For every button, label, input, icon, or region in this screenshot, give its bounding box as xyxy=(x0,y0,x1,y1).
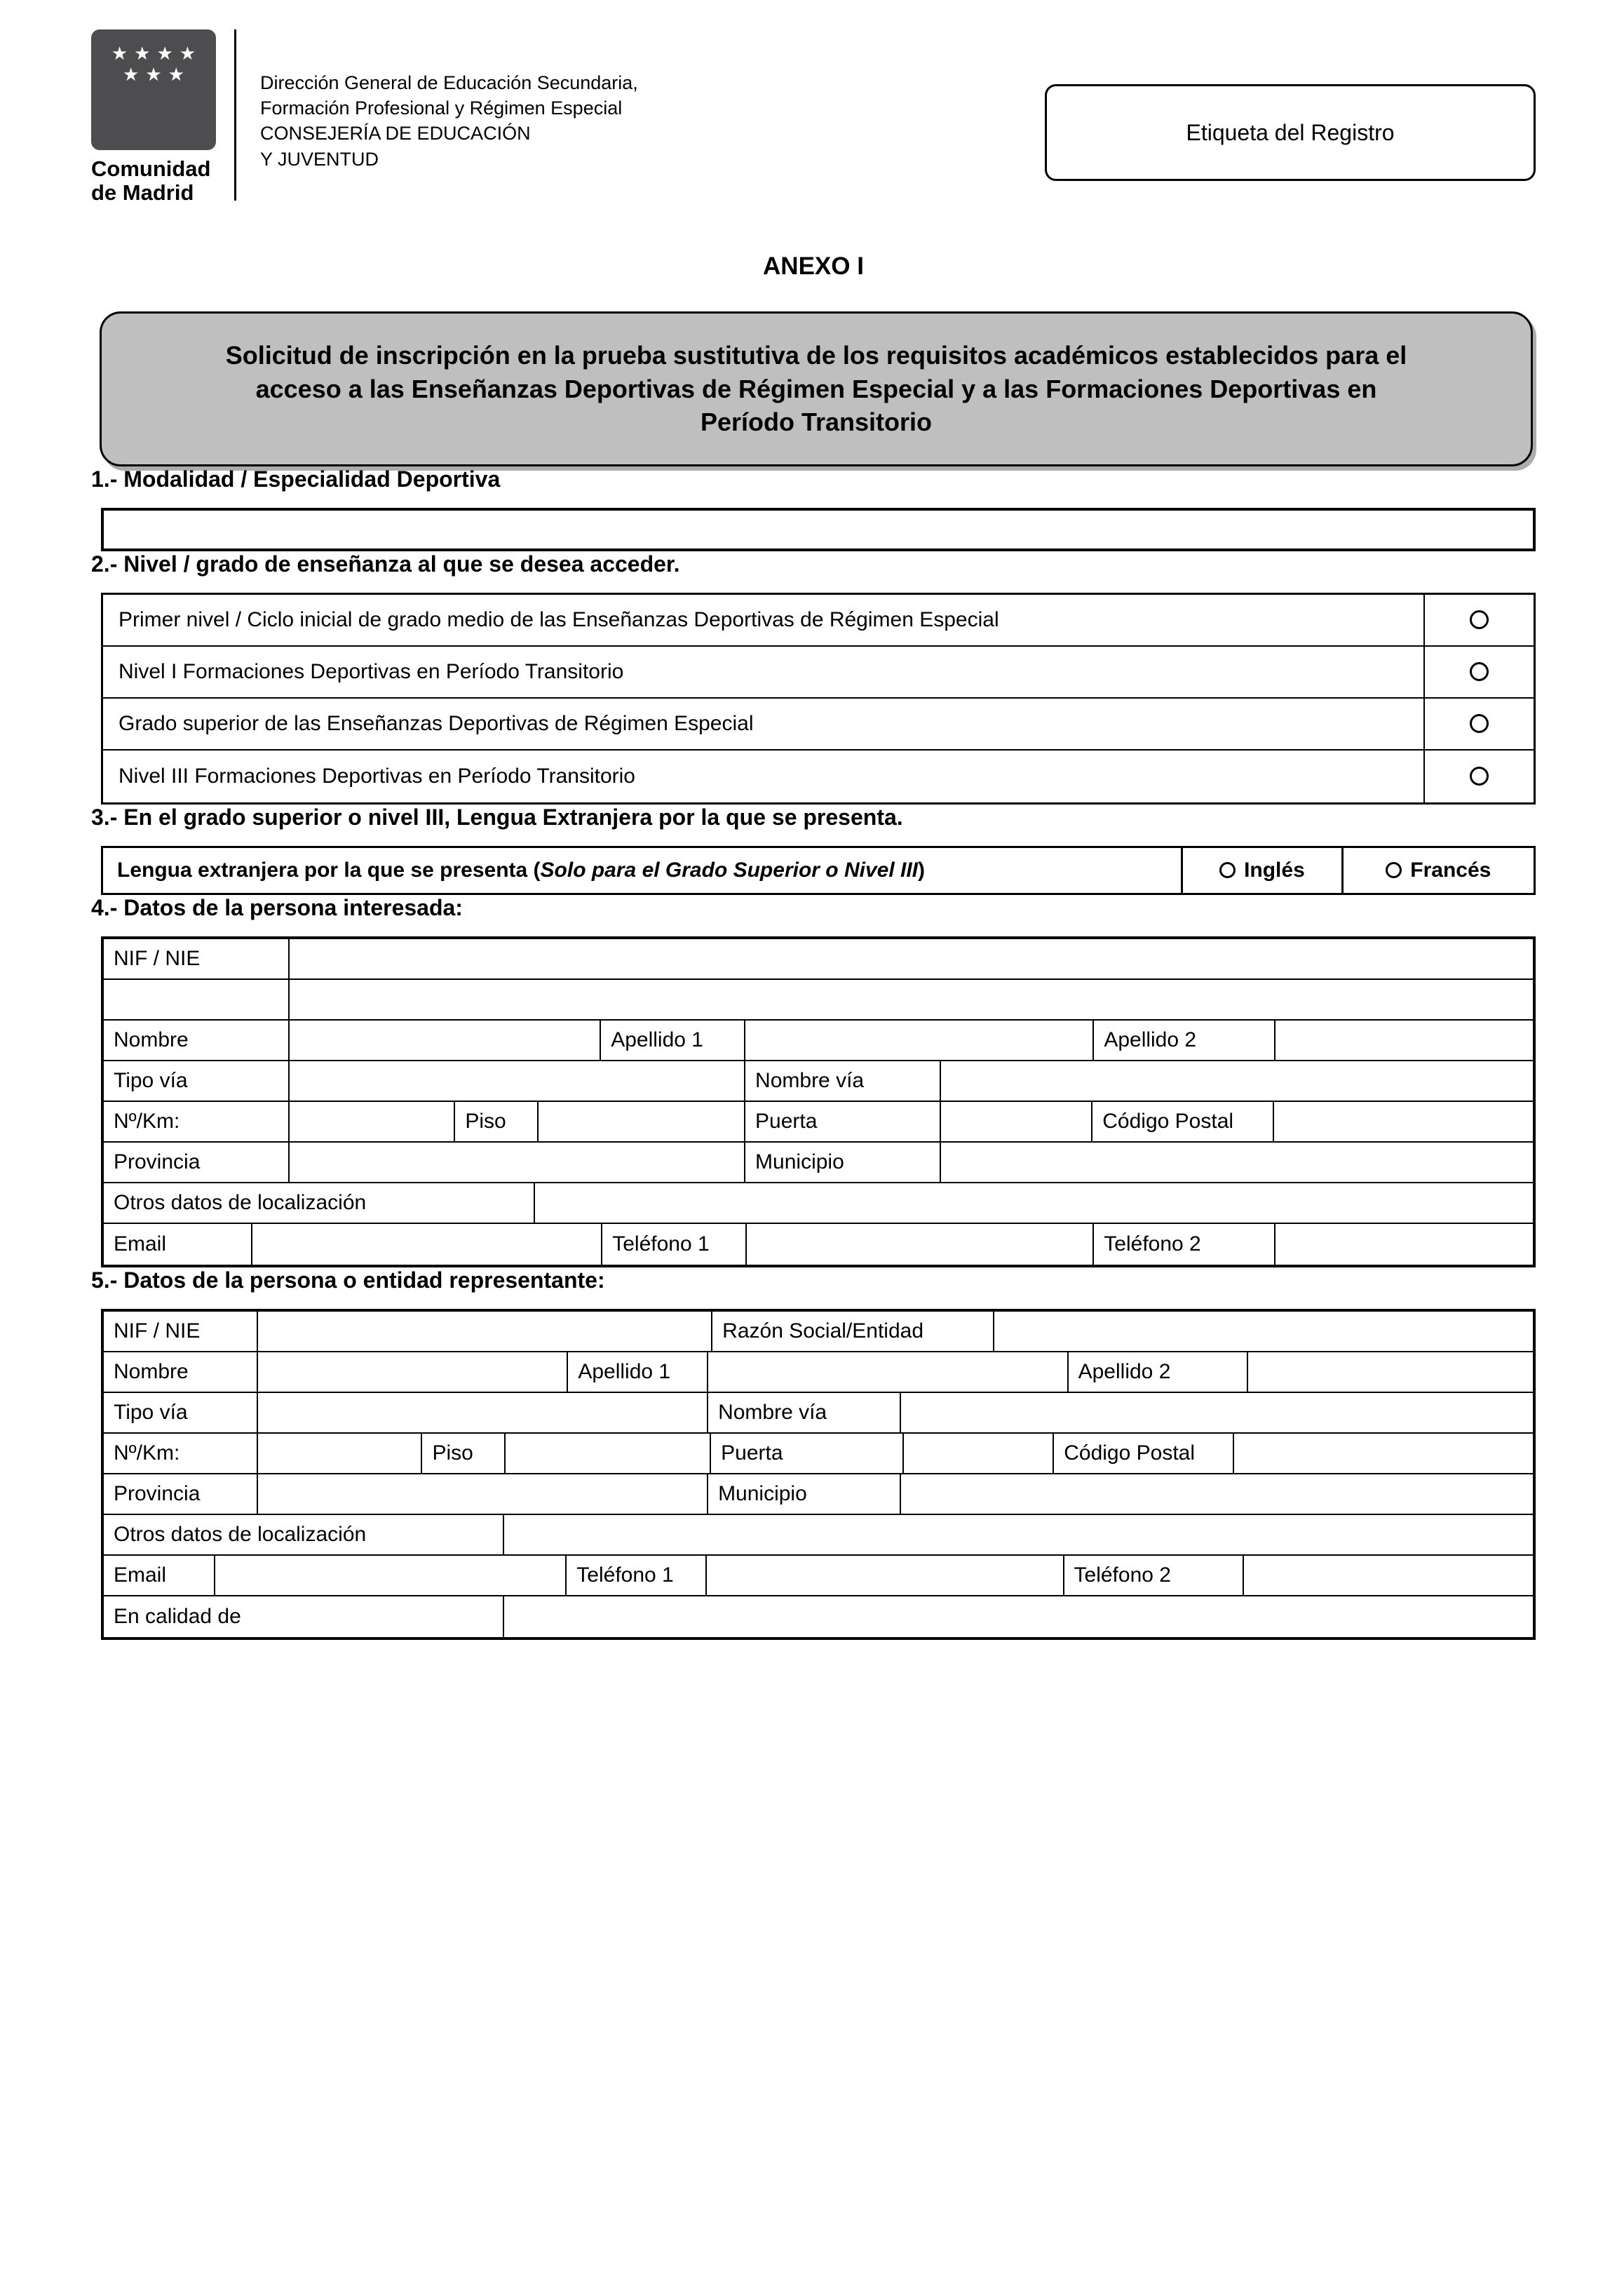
brand-line-2: de Madrid xyxy=(91,180,194,206)
s4-telefono1-label: Teléfono 1 xyxy=(602,1224,747,1265)
s5-row-otros-datos xyxy=(104,1515,1533,1556)
nivel-option-row xyxy=(103,751,1534,802)
s4-apellido2-field[interactable] xyxy=(1275,1021,1533,1060)
s5-row-numero xyxy=(104,1434,1533,1474)
s5-telefono1-field[interactable] xyxy=(707,1556,1064,1595)
department-line-3: CONSEJERÍA DE EDUCACIÓN xyxy=(260,123,531,144)
nivel-options-table xyxy=(101,593,1536,805)
header-divider xyxy=(234,29,236,201)
nivel-option-row xyxy=(103,699,1534,751)
s4-tipo-via-label: Tipo vía xyxy=(104,1061,290,1101)
department-line-1: Dirección General de Educación Secundaria, xyxy=(260,72,638,93)
s5-telefono2-field[interactable] xyxy=(1244,1556,1533,1595)
s4-row-nif xyxy=(104,939,1533,980)
s4-row-tipo-via xyxy=(104,1061,1533,1102)
s4-telefono2-field[interactable] xyxy=(1275,1224,1533,1265)
s5-row-tipo-via xyxy=(104,1393,1533,1434)
lengua-extranjera-row xyxy=(101,846,1536,895)
s4-apellido1-field[interactable] xyxy=(745,1021,1094,1060)
option-frances[interactable] xyxy=(1344,848,1534,893)
section3-heading: 3.- En el grado superior o nivel III, Lengua Extranjera por la que se presenta. xyxy=(91,804,903,830)
s4-puerta-field[interactable] xyxy=(941,1102,1092,1141)
s5-en-calidad-de-label: En calidad de xyxy=(104,1596,504,1637)
s4-row-nombre xyxy=(104,1021,1533,1061)
s5-apellido1-field[interactable] xyxy=(708,1352,1069,1392)
s5-municipio-field[interactable] xyxy=(901,1474,1533,1514)
section4-heading: 4.- Datos de la persona interesada: xyxy=(91,894,463,920)
s4-row-email xyxy=(104,1224,1533,1265)
madrid-flag-icon xyxy=(91,29,216,150)
s5-provincia-label: Provincia xyxy=(104,1474,258,1514)
header xyxy=(91,29,1536,205)
s5-telefono2-label: Teléfono 2 xyxy=(1064,1556,1245,1595)
s4-codigo-postal-field[interactable] xyxy=(1274,1102,1533,1141)
s4-num-km-label: Nº/Km: xyxy=(104,1102,290,1141)
lengua-label-italic: Solo para el Grado Superior o Nivel III xyxy=(540,858,918,882)
madrid-stars-row-top: ★★★★ xyxy=(111,43,203,64)
s5-puerta-label: Puerta xyxy=(711,1434,904,1473)
radio-frances[interactable] xyxy=(1386,862,1402,878)
nivel-option-radio-cell xyxy=(1425,595,1534,645)
s5-codigo-postal-label: Código Postal xyxy=(1054,1434,1234,1473)
s5-row-nombre xyxy=(104,1352,1533,1393)
s4-municipio-field[interactable] xyxy=(941,1143,1533,1182)
option-frances-label: Francés xyxy=(1410,858,1491,882)
section2-heading: 2.- Nivel / grado de enseñanza al que se desea acceder. xyxy=(91,551,680,577)
representante-table xyxy=(101,1309,1536,1640)
s5-tipo-via-label: Tipo vía xyxy=(104,1393,258,1432)
s4-nombre-via-field[interactable] xyxy=(941,1061,1533,1101)
page-title: ANEXO I xyxy=(763,253,864,281)
radio-nivel-3[interactable] xyxy=(1470,767,1489,786)
department-text xyxy=(260,29,638,172)
s4-email-field[interactable] xyxy=(252,1224,602,1265)
s5-row-provincia xyxy=(104,1474,1533,1515)
registry-label-box xyxy=(1045,84,1536,181)
s5-apellido2-label: Apellido 2 xyxy=(1069,1352,1249,1392)
s5-nombre-field[interactable] xyxy=(258,1352,568,1392)
s4-telefono2-label: Teléfono 2 xyxy=(1094,1224,1275,1265)
s5-nombre-via-label: Nombre vía xyxy=(708,1393,901,1432)
s4-piso-label: Piso xyxy=(455,1102,538,1141)
s5-apellido1-label: Apellido 1 xyxy=(568,1352,708,1392)
s5-num-km-label: Nº/Km: xyxy=(104,1434,258,1473)
nivel-option-radio-cell xyxy=(1425,751,1534,802)
s5-nombre-label: Nombre xyxy=(104,1352,258,1392)
radio-grado-superior[interactable] xyxy=(1470,714,1489,733)
s4-row-provincia xyxy=(104,1143,1533,1183)
s5-codigo-postal-field[interactable] xyxy=(1234,1434,1533,1473)
s5-apellido2-field[interactable] xyxy=(1248,1352,1533,1392)
radio-nivel-1[interactable] xyxy=(1470,662,1489,681)
s5-telefono1-label: Teléfono 1 xyxy=(567,1556,707,1595)
nivel-option-row xyxy=(103,647,1534,699)
s4-tipo-via-field[interactable] xyxy=(290,1061,745,1101)
s4-row-numero xyxy=(104,1102,1533,1143)
s4-email-label: Email xyxy=(104,1224,252,1265)
s4-nombre-label: Nombre xyxy=(104,1021,290,1060)
intro-box xyxy=(100,311,1533,466)
department-line-4: Y JUVENTUD xyxy=(260,148,379,170)
s5-row-nif xyxy=(104,1312,1533,1352)
s4-puerta-label: Puerta xyxy=(745,1102,941,1141)
s5-email-label: Email xyxy=(104,1556,215,1595)
radio-ingles[interactable] xyxy=(1219,862,1236,878)
department-line-2: Formación Profesional y Régimen Especial xyxy=(260,97,623,119)
comunidad-madrid-logo xyxy=(91,29,224,205)
brand-text xyxy=(91,157,224,205)
s4-nif-label: NIF / NIE xyxy=(104,939,290,978)
nivel-option-label-grado-superior: Grado superior de las Enseñanzas Deportivas de Régimen Especial xyxy=(103,699,1425,749)
s4-row-nif-extra xyxy=(104,980,1533,1021)
s5-tipo-via-field[interactable] xyxy=(258,1393,708,1432)
s4-num-km-field[interactable] xyxy=(290,1102,455,1141)
s4-provincia-label: Provincia xyxy=(104,1143,290,1182)
s5-puerta-field[interactable] xyxy=(904,1434,1054,1473)
s5-row-email xyxy=(104,1556,1533,1596)
nivel-option-radio-cell xyxy=(1425,647,1534,697)
section5-heading: 5.- Datos de la persona o entidad representante: xyxy=(91,1267,605,1293)
option-ingles[interactable] xyxy=(1183,848,1343,893)
s4-row-otros-datos xyxy=(104,1183,1533,1224)
section1-heading: 1.- Modalidad / Especialidad Deportiva xyxy=(91,466,501,492)
s5-razon-social-field[interactable] xyxy=(994,1312,1533,1351)
s5-email-field[interactable] xyxy=(215,1556,567,1595)
s4-piso-field[interactable] xyxy=(539,1102,746,1141)
nivel-option-label-primer-nivel: Primer nivel / Ciclo inicial de grado medio de las Enseñanzas Deportivas de Régimen Especial xyxy=(103,595,1425,645)
modalidad-input[interactable] xyxy=(101,508,1536,551)
radio-primer-nivel[interactable] xyxy=(1470,610,1489,629)
s4-nombre-field[interactable] xyxy=(290,1021,601,1060)
nivel-option-label-nivel-3: Nivel III Formaciones Deportivas en Período Transitorio xyxy=(103,751,1425,802)
s4-apellido1-label: Apellido 1 xyxy=(601,1021,745,1060)
nivel-option-row xyxy=(103,595,1534,647)
s4-nif-extra-cell xyxy=(104,980,290,1019)
s4-nif-field[interactable] xyxy=(290,939,1533,978)
s5-en-calidad-de-field[interactable] xyxy=(504,1596,1533,1637)
s4-otros-datos-label: Otros datos de localización xyxy=(104,1183,535,1223)
s5-nombre-via-field[interactable] xyxy=(901,1393,1533,1432)
s4-nif-extra-field[interactable] xyxy=(290,980,1533,1019)
s4-telefono1-field[interactable] xyxy=(747,1224,1094,1265)
s5-nif-field[interactable] xyxy=(258,1312,712,1351)
s4-otros-datos-field[interactable] xyxy=(535,1183,1533,1223)
s5-municipio-label: Municipio xyxy=(708,1474,901,1514)
s4-nombre-via-label: Nombre vía xyxy=(745,1061,941,1101)
s5-piso-field[interactable] xyxy=(506,1434,711,1473)
nivel-option-radio-cell xyxy=(1425,699,1534,749)
lengua-label-prefix: Lengua extranjera por la que se presenta ( xyxy=(117,858,541,882)
s4-municipio-label: Municipio xyxy=(745,1143,941,1182)
lengua-extranjera-label xyxy=(103,848,1183,893)
persona-interesada-table xyxy=(101,936,1536,1267)
s5-provincia-field[interactable] xyxy=(258,1474,708,1514)
s5-otros-datos-label: Otros datos de localización xyxy=(104,1515,504,1554)
madrid-stars-row-bottom: ★★★ xyxy=(123,63,191,85)
s5-row-en-calidad-de xyxy=(104,1596,1533,1637)
nivel-option-label-nivel-1: Nivel I Formaciones Deportivas en Período Transitorio xyxy=(103,647,1425,697)
s5-piso-label: Piso xyxy=(422,1434,505,1473)
registry-label: Etiqueta del Registro xyxy=(1186,119,1395,145)
s5-nif-label: NIF / NIE xyxy=(104,1312,258,1351)
s5-num-km-field[interactable] xyxy=(258,1434,422,1473)
s4-apellido2-label: Apellido 2 xyxy=(1094,1021,1275,1060)
s4-codigo-postal-label: Código Postal xyxy=(1092,1102,1274,1141)
s5-otros-datos-field[interactable] xyxy=(504,1515,1533,1554)
brand-line-1: Comunidad xyxy=(91,156,211,181)
s4-provincia-field[interactable] xyxy=(290,1143,745,1182)
intro-text: Solicitud de inscripción en la prueba sustitutiva de los requisitos académicos establecidos para el acceso a las Enseñanzas Deportivas de Régimen Especial y a las Formaciones Deportivas en Período Transitorio xyxy=(225,341,1407,437)
s5-razon-social-label: Razón Social/Entidad xyxy=(712,1312,994,1351)
option-ingles-label: Inglés xyxy=(1244,858,1305,882)
lengua-label-suffix: ) xyxy=(918,858,925,882)
